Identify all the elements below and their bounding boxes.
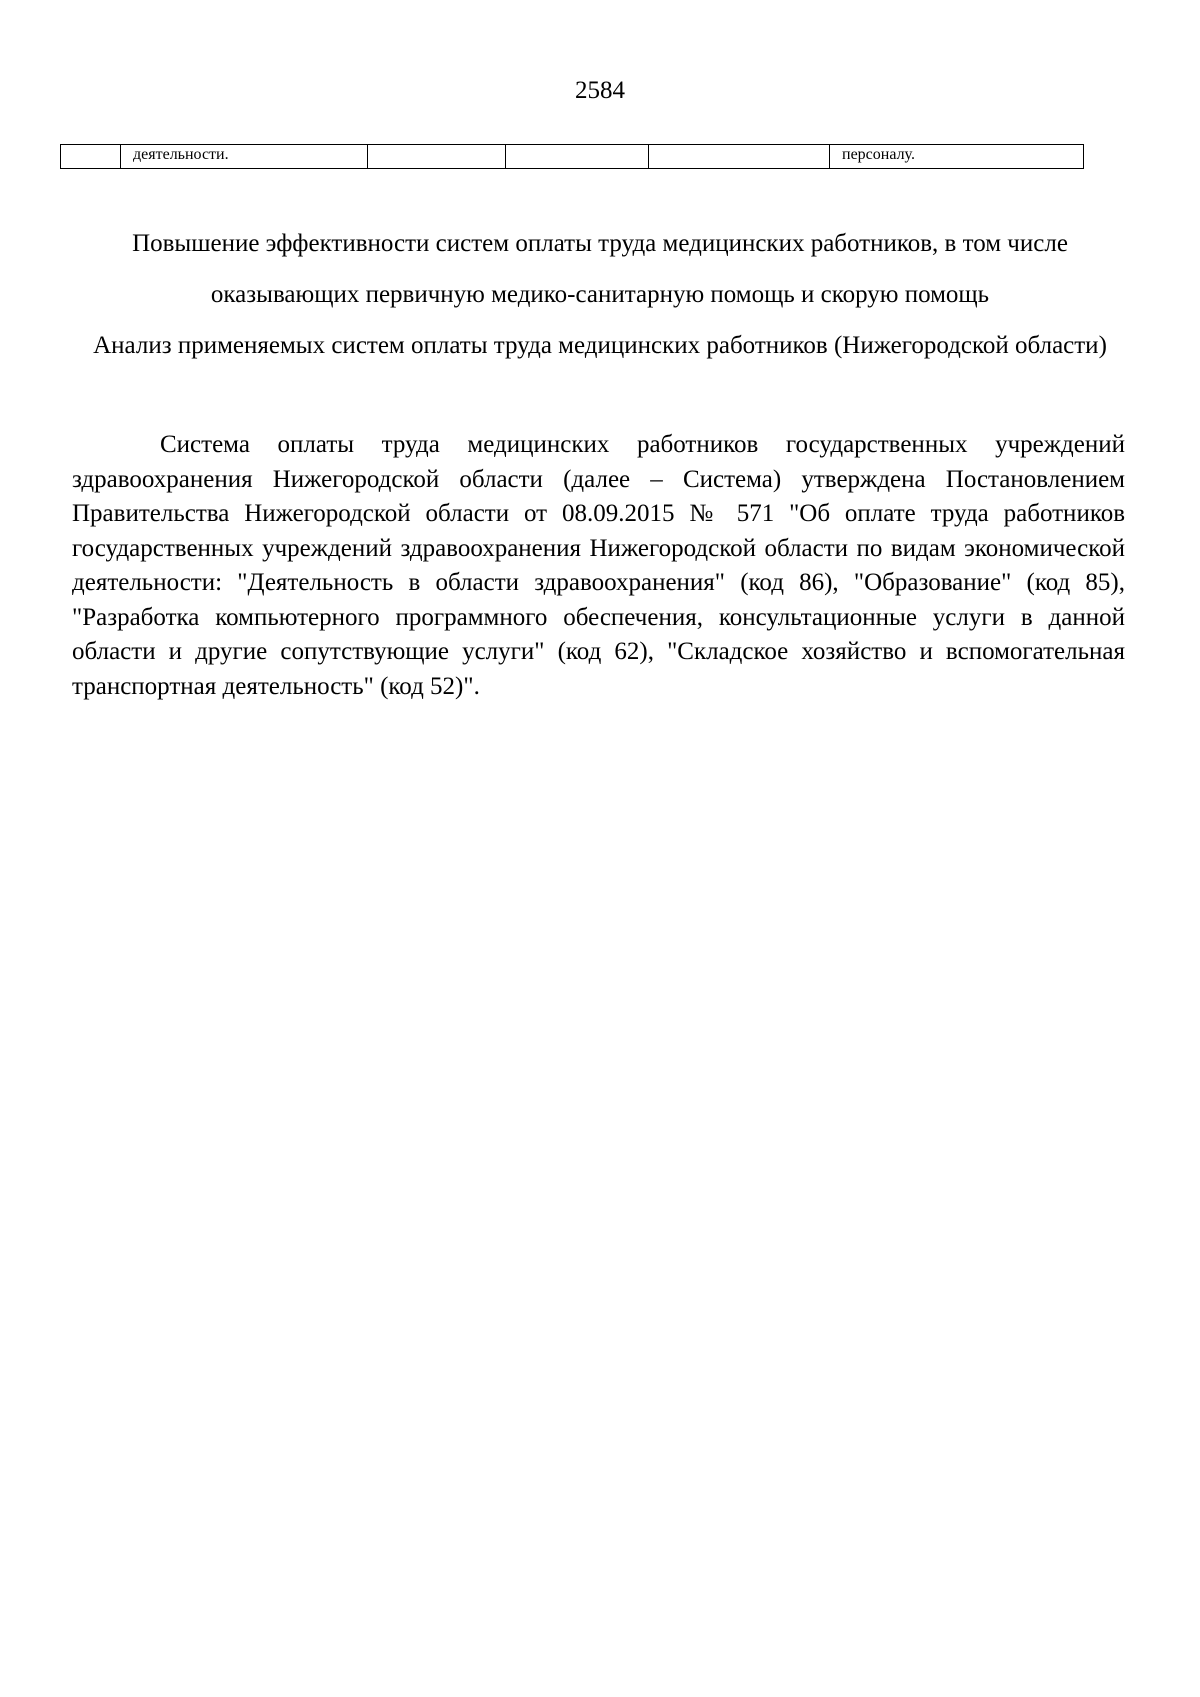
table-continuation-fragment (60, 144, 1084, 169)
table-cell (368, 145, 506, 169)
body-paragraph: Система оплаты труда медицинских работников государственных учреждений здравоохранения Нижегородской области (далее – Система) утверждена Постановлением Правительства Нижегородской области от 08.09.2015 № 571 "Об оплате труда работников государственных учреждений здравоохранения Нижегородской области по видам экономической деятельности: "Деятельность в области здравоохранения" (код 86), "Образование" (код 85), "Разработка компьютерного программного обеспечения, консультационные услуги в данной области и другие сопутствующие услуги" (код 62), "Складское хозяйство и вспомогательная транспортная деятельность" (код 52)". (72, 431, 1125, 700)
table-cell: деятельности. (121, 145, 368, 169)
table-cell (61, 145, 121, 169)
table-cell (649, 145, 830, 169)
table-row (61, 145, 1084, 169)
section-heading: Повышение эффективности систем оплаты труда медицинских работников, в том числе оказывающих первичную медико-санитарную помощь и скорую помощь (132, 230, 1068, 308)
table-cell (506, 145, 649, 169)
page-number: 2584 (575, 77, 625, 104)
section-headings (62, 218, 1138, 371)
section-subheading: Анализ применяемых систем оплаты труда медицинских работников (Нижегородской области) (93, 332, 1107, 359)
table-cell: персоналу. (830, 145, 1084, 169)
